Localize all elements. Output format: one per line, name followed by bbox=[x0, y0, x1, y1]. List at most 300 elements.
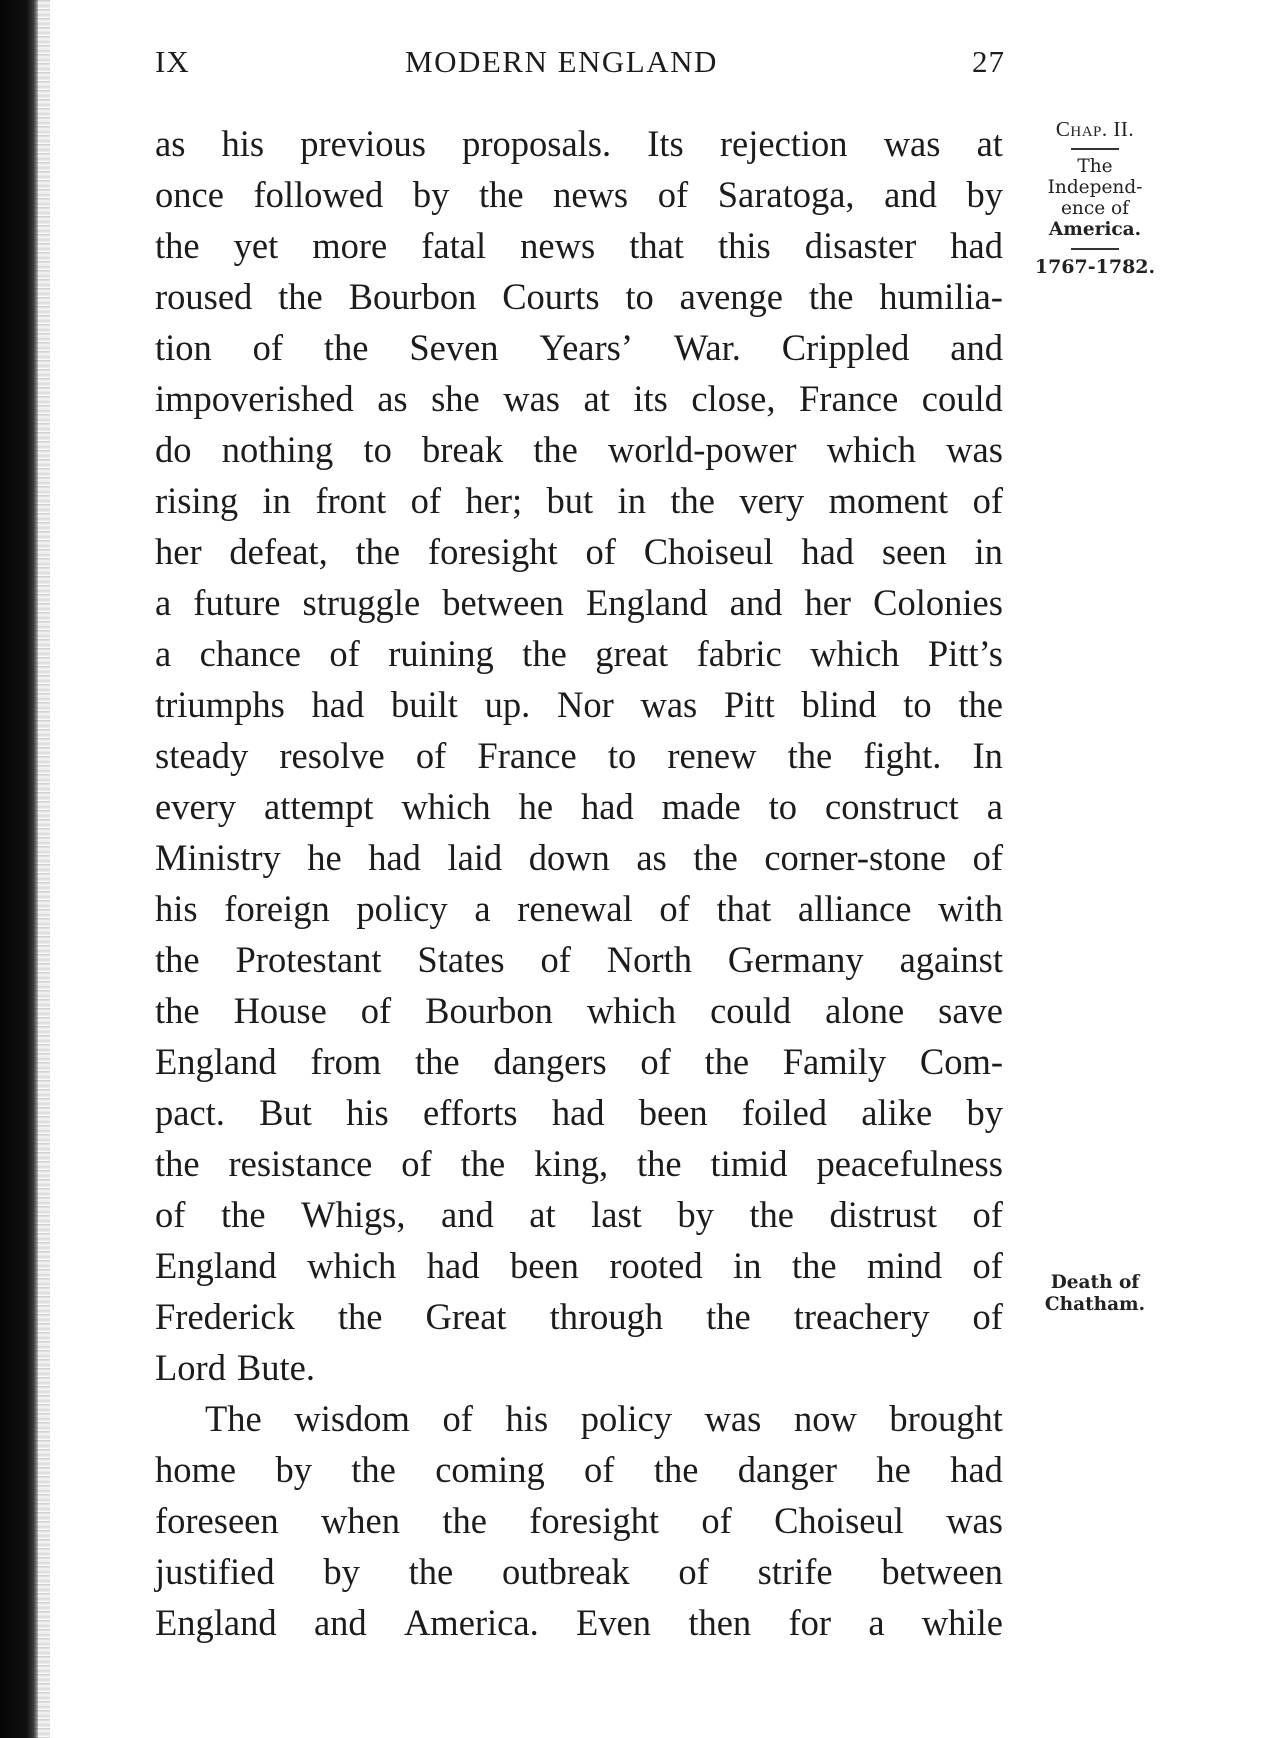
word: then bbox=[688, 1602, 752, 1643]
word: the bbox=[670, 480, 715, 521]
word: of bbox=[410, 480, 442, 521]
word: the bbox=[155, 1143, 200, 1184]
word: he bbox=[518, 786, 554, 827]
word: of bbox=[401, 1143, 432, 1184]
word: outbreak bbox=[501, 1551, 630, 1592]
text-line bbox=[155, 1546, 1003, 1597]
word: had bbox=[311, 684, 365, 725]
word: her bbox=[804, 582, 852, 623]
text-line bbox=[155, 1291, 1003, 1342]
word: last bbox=[591, 1194, 642, 1235]
word: Seven bbox=[409, 327, 499, 368]
word: of bbox=[360, 990, 392, 1031]
word: by bbox=[677, 1194, 714, 1235]
text-line bbox=[155, 1087, 1003, 1138]
word: Choiseul bbox=[774, 1500, 904, 1541]
word: yet bbox=[233, 225, 279, 266]
word: and bbox=[884, 174, 937, 215]
word: the bbox=[355, 531, 401, 572]
word: a bbox=[155, 582, 172, 623]
word: his bbox=[505, 1398, 549, 1439]
word: the bbox=[323, 327, 369, 368]
text-line bbox=[155, 1189, 1003, 1240]
word: close, bbox=[691, 378, 776, 419]
word: to bbox=[607, 735, 637, 776]
word: mind bbox=[866, 1245, 943, 1286]
page-number: 27 bbox=[972, 44, 1005, 79]
word: save bbox=[938, 990, 1003, 1031]
word: England bbox=[155, 1602, 277, 1643]
word: humilia- bbox=[879, 276, 1003, 317]
word: had bbox=[801, 531, 855, 572]
word: was bbox=[503, 378, 561, 419]
word: strife bbox=[757, 1551, 833, 1592]
word: Protestant bbox=[235, 939, 382, 980]
word: rejection bbox=[719, 123, 848, 164]
word: danger bbox=[737, 1449, 838, 1490]
word: down bbox=[528, 837, 610, 878]
word: the bbox=[351, 1449, 396, 1490]
word: Bourbon bbox=[425, 990, 553, 1031]
word: for bbox=[788, 1602, 832, 1643]
word: in bbox=[733, 1245, 762, 1286]
word: resolve bbox=[279, 735, 385, 776]
sidenote-title-line: The bbox=[1077, 156, 1113, 177]
word: between bbox=[881, 1551, 1003, 1592]
sidenote-death-line: Death of bbox=[1050, 1272, 1140, 1293]
text-line bbox=[155, 373, 1003, 424]
word: front bbox=[315, 480, 387, 521]
word: which bbox=[586, 990, 677, 1031]
word: the bbox=[533, 429, 578, 470]
word: had bbox=[368, 837, 421, 878]
word: in bbox=[974, 531, 1003, 572]
word: the bbox=[408, 1551, 454, 1592]
running-head-title: MODERN ENGLAND bbox=[405, 44, 718, 79]
word: of bbox=[640, 1041, 671, 1082]
word: Saratoga, bbox=[717, 174, 855, 215]
word: news bbox=[553, 174, 629, 215]
word: was bbox=[883, 123, 941, 164]
word: fatal bbox=[421, 225, 487, 266]
word: the bbox=[636, 1143, 682, 1184]
word: of bbox=[972, 1296, 1003, 1337]
word: at bbox=[583, 378, 610, 419]
word: ruining bbox=[388, 633, 494, 674]
book-binding-edge bbox=[0, 0, 38, 1738]
text-line bbox=[155, 679, 1003, 730]
word: of bbox=[972, 1245, 1003, 1286]
paragraph bbox=[155, 118, 1003, 1393]
word: of bbox=[972, 480, 1003, 521]
word: he bbox=[876, 1449, 911, 1490]
word: a bbox=[986, 786, 1003, 827]
word: with bbox=[938, 888, 1003, 929]
word: blind bbox=[801, 684, 877, 725]
word: once bbox=[155, 174, 224, 215]
word: built bbox=[390, 684, 458, 725]
body-text bbox=[155, 118, 1003, 1648]
word: the bbox=[653, 1449, 699, 1490]
word: of bbox=[584, 1449, 615, 1490]
word: Colonies bbox=[873, 582, 1003, 623]
word: future bbox=[193, 582, 281, 623]
word: and bbox=[441, 1194, 494, 1235]
word: impoverished bbox=[155, 378, 354, 419]
word: a bbox=[155, 633, 172, 674]
word: pact. bbox=[155, 1092, 225, 1133]
word: king, bbox=[534, 1143, 609, 1184]
word: more bbox=[312, 225, 388, 266]
word: now bbox=[793, 1398, 857, 1439]
word: foresight bbox=[427, 531, 558, 572]
word: news bbox=[520, 225, 596, 266]
word: justified bbox=[155, 1551, 275, 1592]
word: while bbox=[921, 1602, 1003, 1643]
word: In bbox=[972, 735, 1003, 776]
word: was bbox=[946, 429, 1003, 470]
word: House bbox=[233, 990, 327, 1031]
word: roused bbox=[155, 276, 253, 317]
word: as bbox=[377, 378, 408, 419]
word: of bbox=[155, 1194, 186, 1235]
text-line bbox=[155, 577, 1003, 628]
text-line bbox=[155, 1393, 1003, 1444]
word: up. bbox=[484, 684, 531, 725]
word: the bbox=[155, 225, 200, 266]
word: could bbox=[921, 378, 1003, 419]
word: had bbox=[950, 225, 1003, 266]
word: fabric bbox=[696, 633, 782, 674]
word: foreseen bbox=[155, 1500, 279, 1541]
word: peacefulness bbox=[816, 1143, 1003, 1184]
word: brought bbox=[889, 1398, 1003, 1439]
word: England bbox=[155, 1245, 277, 1286]
word: every bbox=[155, 786, 237, 827]
word: had bbox=[551, 1092, 605, 1133]
word: its bbox=[633, 378, 668, 419]
word: proposals. bbox=[462, 123, 612, 164]
word: North bbox=[606, 939, 692, 980]
word: England bbox=[585, 582, 708, 623]
word: rising bbox=[155, 480, 239, 521]
word: great bbox=[595, 633, 669, 674]
text-line bbox=[155, 1036, 1003, 1087]
word: disaster bbox=[804, 225, 917, 266]
word: been bbox=[509, 1245, 579, 1286]
sidenote-rule bbox=[1071, 248, 1119, 250]
word: between bbox=[442, 582, 564, 623]
word: against bbox=[899, 939, 1003, 980]
word: and bbox=[729, 582, 783, 623]
word: But bbox=[259, 1092, 312, 1133]
word: of bbox=[585, 531, 616, 572]
sidenote-title-line: ence of bbox=[1060, 198, 1130, 219]
word: treachery bbox=[793, 1296, 930, 1337]
word: to bbox=[768, 786, 798, 827]
word: his bbox=[155, 888, 198, 929]
word: been bbox=[638, 1092, 708, 1133]
text-line bbox=[155, 730, 1003, 781]
text-line bbox=[155, 169, 1003, 220]
word: policy bbox=[356, 888, 448, 929]
sidenote-chapter-block bbox=[1030, 118, 1160, 278]
text-line bbox=[155, 271, 1003, 322]
word: wisdom bbox=[294, 1398, 410, 1439]
text-line bbox=[155, 1495, 1003, 1546]
text-line bbox=[155, 1138, 1003, 1189]
text-line bbox=[155, 985, 1003, 1036]
word: to bbox=[903, 684, 932, 725]
text-line bbox=[155, 832, 1003, 883]
word: attempt bbox=[264, 786, 374, 827]
word: Bourbon bbox=[348, 276, 477, 317]
word: was bbox=[640, 684, 698, 725]
word: when bbox=[320, 1500, 401, 1541]
word: in bbox=[262, 480, 291, 521]
word: her bbox=[155, 531, 202, 572]
word: had bbox=[581, 786, 634, 827]
word: made bbox=[661, 786, 741, 827]
word: of bbox=[678, 1551, 709, 1592]
word: of bbox=[972, 837, 1003, 878]
word: timid bbox=[710, 1143, 788, 1184]
word: the bbox=[220, 1194, 266, 1235]
word: could bbox=[710, 990, 792, 1031]
word: through bbox=[549, 1296, 664, 1337]
word: laid bbox=[447, 837, 503, 878]
word: tion bbox=[155, 327, 212, 368]
sidenote-title-line: America. bbox=[1048, 219, 1142, 240]
word: dangers bbox=[493, 1041, 607, 1082]
word: Pitt’s bbox=[927, 633, 1003, 674]
word: the bbox=[522, 633, 567, 674]
word: which bbox=[810, 633, 900, 674]
word: the bbox=[155, 939, 200, 980]
running-head bbox=[155, 44, 1005, 84]
word: England bbox=[155, 1041, 277, 1082]
word: corner-stone bbox=[764, 837, 947, 878]
word: France bbox=[798, 378, 899, 419]
word: States bbox=[417, 939, 505, 980]
sidenote-years: 1767-1782. bbox=[1034, 256, 1156, 278]
word: the bbox=[787, 735, 833, 776]
word: the bbox=[278, 276, 323, 317]
word: policy bbox=[580, 1398, 672, 1439]
word: world-power bbox=[608, 429, 797, 470]
word: of bbox=[701, 1500, 732, 1541]
paragraph bbox=[155, 1393, 1003, 1648]
word: foresight bbox=[529, 1500, 660, 1541]
word: Choiseul bbox=[643, 531, 774, 572]
word: the bbox=[704, 1041, 750, 1082]
word: alone bbox=[825, 990, 905, 1031]
word: alike bbox=[861, 1092, 933, 1133]
word: the bbox=[414, 1041, 460, 1082]
word: moment bbox=[828, 480, 949, 521]
word: home bbox=[155, 1449, 237, 1490]
word: Even bbox=[576, 1602, 652, 1643]
word: had bbox=[950, 1449, 1003, 1490]
word: which bbox=[307, 1245, 397, 1286]
word: steady bbox=[155, 735, 249, 776]
word: The bbox=[205, 1398, 262, 1439]
word: of bbox=[442, 1398, 473, 1439]
word: chance bbox=[199, 633, 301, 674]
word: his bbox=[221, 123, 265, 164]
word: of bbox=[415, 735, 447, 776]
binding-shadow bbox=[34, 0, 50, 1738]
word: of bbox=[252, 327, 284, 368]
word: had bbox=[426, 1245, 480, 1286]
word: very bbox=[739, 480, 805, 521]
word: the bbox=[155, 990, 200, 1031]
text-line bbox=[155, 883, 1003, 934]
word: the bbox=[791, 1245, 837, 1286]
word: War. bbox=[673, 327, 741, 368]
word: the bbox=[693, 837, 738, 878]
word: Lord bbox=[155, 1347, 226, 1388]
word: the bbox=[337, 1296, 383, 1337]
word: from bbox=[310, 1041, 382, 1082]
text-line bbox=[155, 1597, 1003, 1648]
word: Bute. bbox=[236, 1347, 315, 1388]
word: France bbox=[477, 735, 577, 776]
word: resistance bbox=[228, 1143, 373, 1184]
word: the bbox=[442, 1500, 487, 1541]
word: coming bbox=[435, 1449, 545, 1490]
text-line bbox=[155, 526, 1003, 577]
word: nothing bbox=[221, 429, 334, 470]
word: Ministry bbox=[155, 837, 281, 878]
word: seen bbox=[881, 531, 947, 572]
word: she bbox=[431, 378, 480, 419]
sidenote-title-line: Independ- bbox=[1047, 177, 1143, 198]
word: do bbox=[155, 429, 192, 470]
word: which bbox=[826, 429, 916, 470]
word: foiled bbox=[741, 1092, 828, 1133]
word: as bbox=[636, 837, 667, 878]
sidenote-chapter-ref: Chap. II. bbox=[1055, 117, 1135, 141]
word: renew bbox=[667, 735, 757, 776]
word: that bbox=[629, 225, 684, 266]
word: by bbox=[966, 174, 1003, 215]
word: Whigs, bbox=[301, 1194, 406, 1235]
word: of bbox=[657, 174, 689, 215]
sidenote-death-line: Chatham. bbox=[1044, 1294, 1146, 1315]
word: by bbox=[275, 1449, 312, 1490]
word: previous bbox=[300, 123, 426, 164]
text-line bbox=[155, 628, 1003, 679]
word: of bbox=[659, 888, 690, 929]
word: which bbox=[401, 786, 491, 827]
word: construct bbox=[825, 786, 959, 827]
word: at bbox=[529, 1194, 556, 1235]
word: Crippled bbox=[781, 327, 910, 368]
sidenote-death-of-chatham bbox=[1030, 1272, 1160, 1316]
word: Com- bbox=[919, 1041, 1003, 1082]
word: that bbox=[716, 888, 772, 929]
word: of bbox=[540, 939, 571, 980]
word: Germany bbox=[727, 939, 864, 980]
word: a bbox=[474, 888, 491, 929]
word: but bbox=[546, 480, 594, 521]
word: of bbox=[329, 633, 360, 674]
word: renewal bbox=[517, 888, 633, 929]
sidenote-rule bbox=[1071, 148, 1119, 150]
word: defeat, bbox=[229, 531, 328, 572]
running-head-chapter: IX bbox=[155, 44, 190, 79]
word: avenge bbox=[679, 276, 783, 317]
word: the bbox=[460, 1143, 506, 1184]
word: this bbox=[717, 225, 771, 266]
word: by bbox=[966, 1092, 1003, 1133]
word: followed bbox=[253, 174, 384, 215]
word: by bbox=[323, 1551, 360, 1592]
word: Family bbox=[782, 1041, 887, 1082]
word: distrust bbox=[829, 1194, 937, 1235]
word: Pitt bbox=[724, 684, 775, 725]
word: Its bbox=[647, 123, 684, 164]
word: of bbox=[972, 1194, 1003, 1235]
word: struggle bbox=[302, 582, 421, 623]
word: his bbox=[346, 1092, 389, 1133]
word: the bbox=[749, 1194, 794, 1235]
word: a bbox=[868, 1602, 885, 1643]
word: and bbox=[950, 327, 1003, 368]
word: America. bbox=[403, 1602, 539, 1643]
word: break bbox=[422, 429, 504, 470]
word: the bbox=[706, 1296, 751, 1337]
text-line bbox=[155, 322, 1003, 373]
word: Frederick bbox=[155, 1296, 295, 1337]
word: the bbox=[478, 174, 524, 215]
sidenote-section-title bbox=[1030, 156, 1160, 240]
word: Years’ bbox=[539, 327, 633, 368]
text-line bbox=[155, 1240, 1003, 1291]
word: Courts bbox=[502, 276, 600, 317]
word: Nor bbox=[557, 684, 614, 725]
word: rooted bbox=[609, 1245, 703, 1286]
word: Great bbox=[425, 1296, 507, 1337]
word: to bbox=[363, 429, 392, 470]
word: was bbox=[704, 1398, 762, 1439]
word: as bbox=[155, 123, 186, 164]
word: in bbox=[617, 480, 646, 521]
word: by bbox=[412, 174, 450, 215]
word: alliance bbox=[797, 888, 912, 929]
text-line bbox=[155, 220, 1003, 271]
word: and bbox=[313, 1602, 367, 1643]
text-line bbox=[155, 934, 1003, 985]
word: the bbox=[958, 684, 1003, 725]
word: triumphs bbox=[155, 684, 285, 725]
text-line bbox=[155, 424, 1003, 475]
word: fight. bbox=[863, 735, 942, 776]
word: efforts bbox=[422, 1092, 518, 1133]
word: to bbox=[625, 276, 654, 317]
text-line bbox=[155, 1342, 1003, 1393]
word: at bbox=[976, 123, 1003, 164]
word: he bbox=[307, 837, 342, 878]
word: was bbox=[946, 1500, 1003, 1541]
text-line bbox=[155, 475, 1003, 526]
text-line bbox=[155, 781, 1003, 832]
text-line bbox=[155, 118, 1003, 169]
word: the bbox=[808, 276, 854, 317]
text-line bbox=[155, 1444, 1003, 1495]
word: her; bbox=[465, 480, 523, 521]
